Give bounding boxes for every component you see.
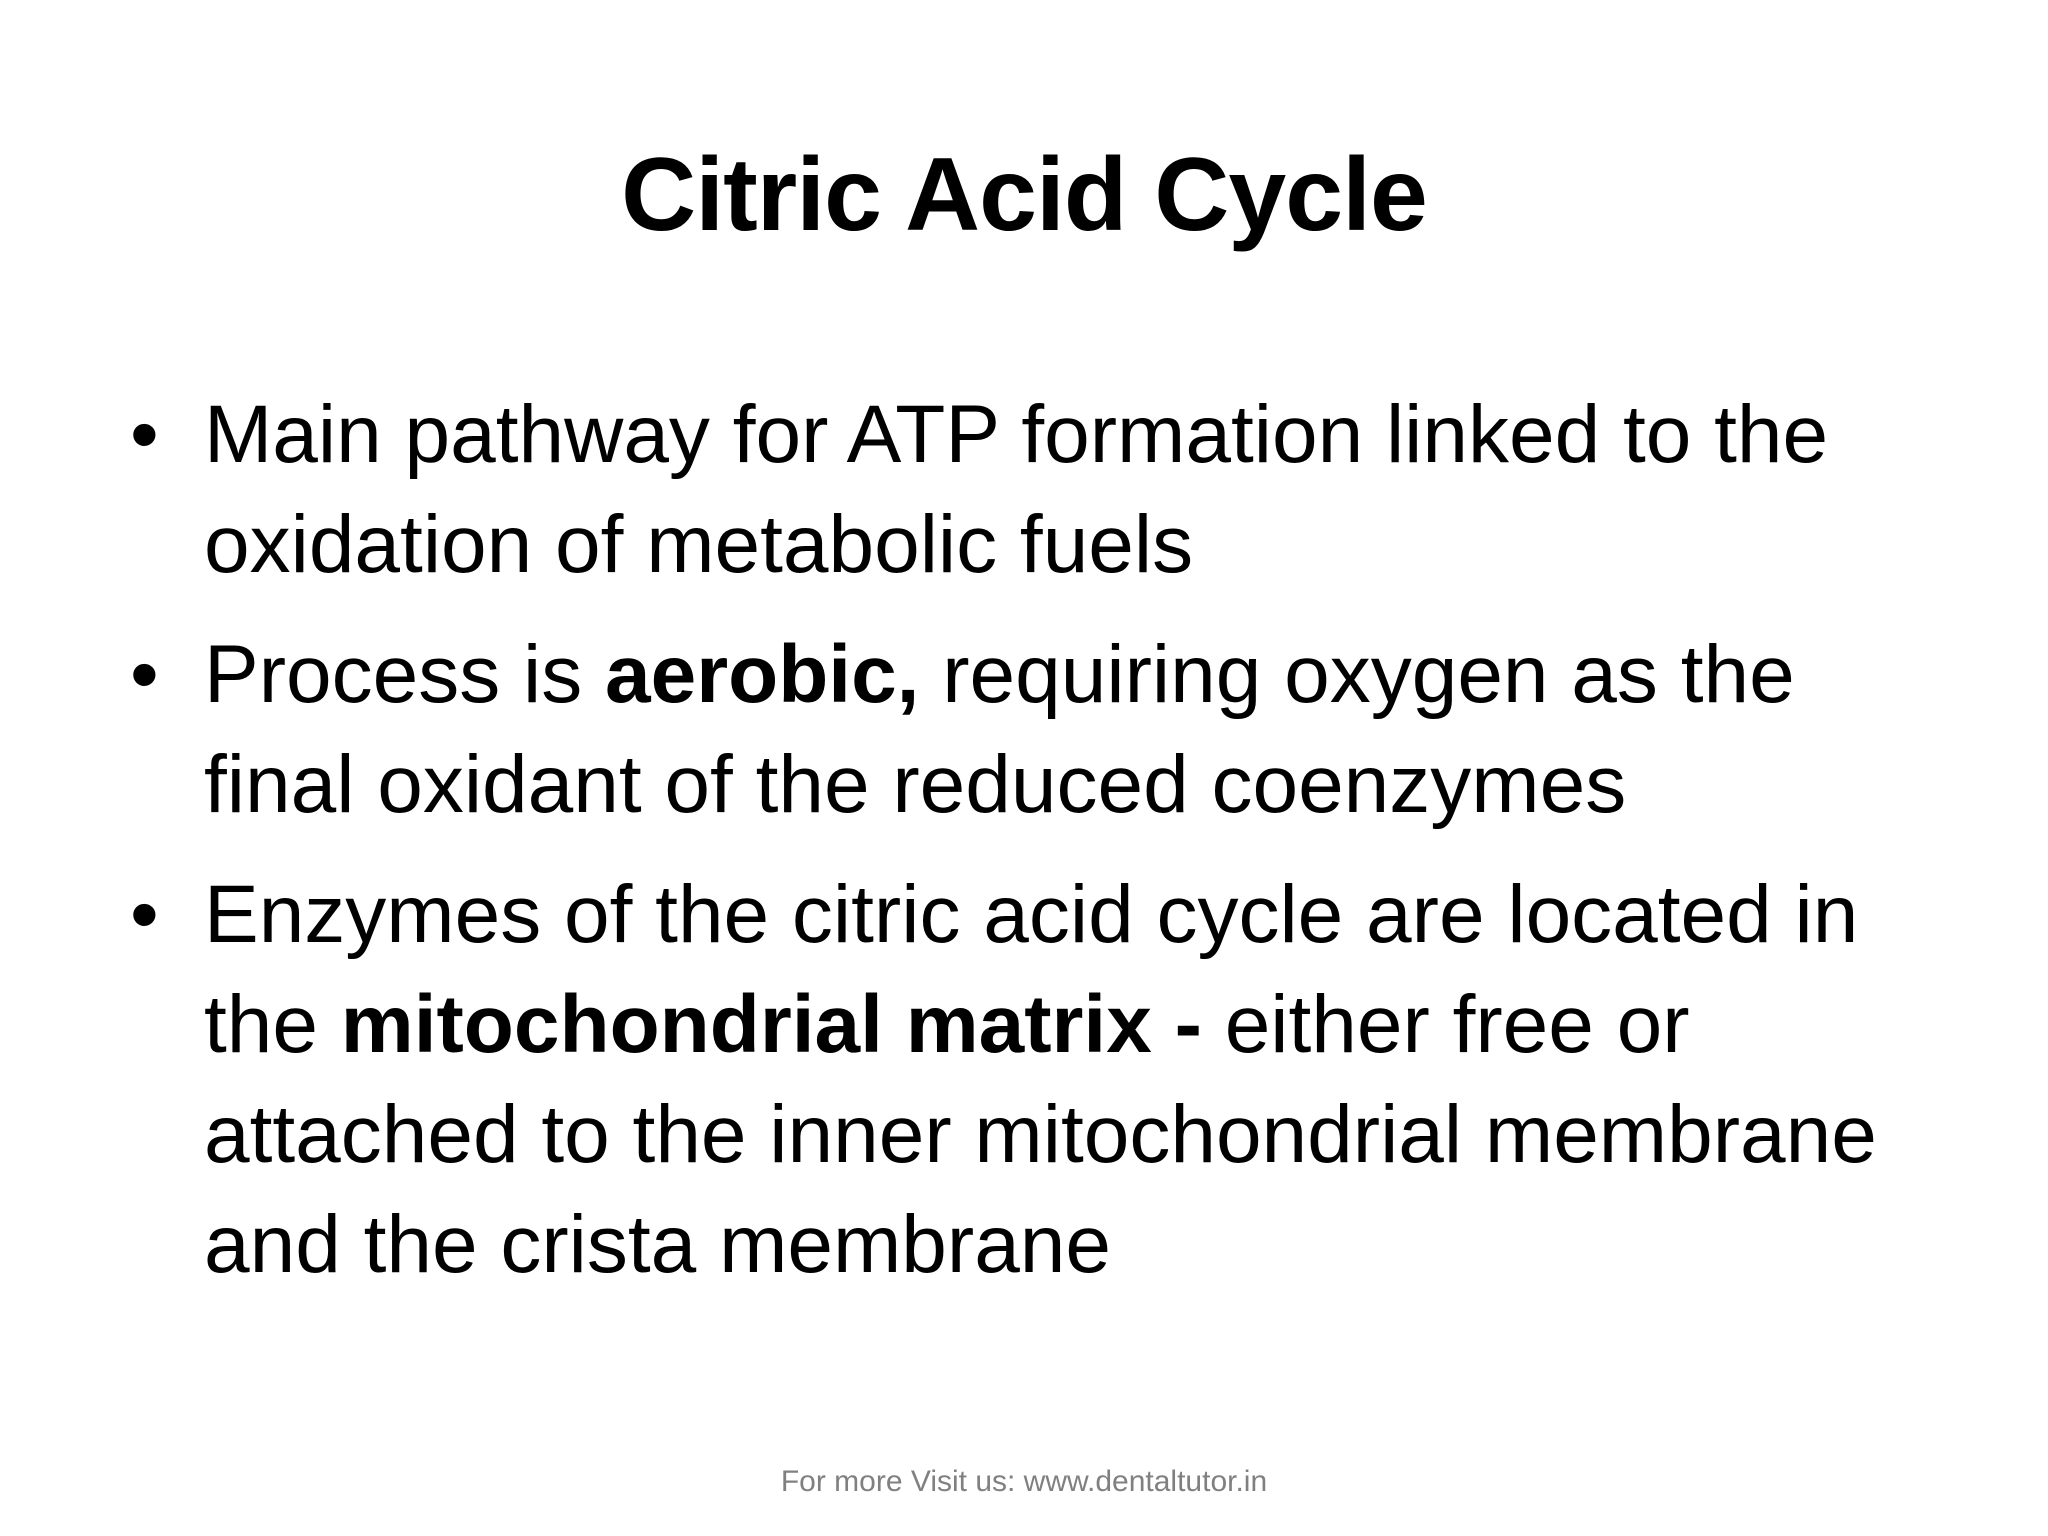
bullet-text-before: Process is [204,629,605,720]
footer-link-text: For more Visit us: www.dentaltutor.in [780,1465,1268,1498]
bullet-item [124,620,1944,840]
bullet-text-after: requiring oxygen as the final oxidant of the reduced coenzymes [204,629,1795,830]
bullet-item [124,380,1944,600]
bullet-text: Main pathway for ATP formation linked to the oxidation of metabolic fuels [204,389,1829,590]
bullet-marker-icon: • [130,389,159,480]
bullet-list [124,380,1944,1320]
bullet-text-before: Enzymes of the citric acid cycle are located in the [204,869,1859,1070]
slide-title: Citric Acid Cycle [621,137,1427,253]
bullet-text-bold: mitochondrial matrix - [340,979,1202,1070]
bullet-text-bold: aerobic, [605,629,920,720]
bullet-marker-icon: • [130,869,159,960]
bullet-marker-icon: • [130,629,159,720]
bullet-text-after: either free or attached to the inner mitochondrial membrane and the crista membrane [204,979,1877,1290]
bullet-item [124,860,1944,1300]
